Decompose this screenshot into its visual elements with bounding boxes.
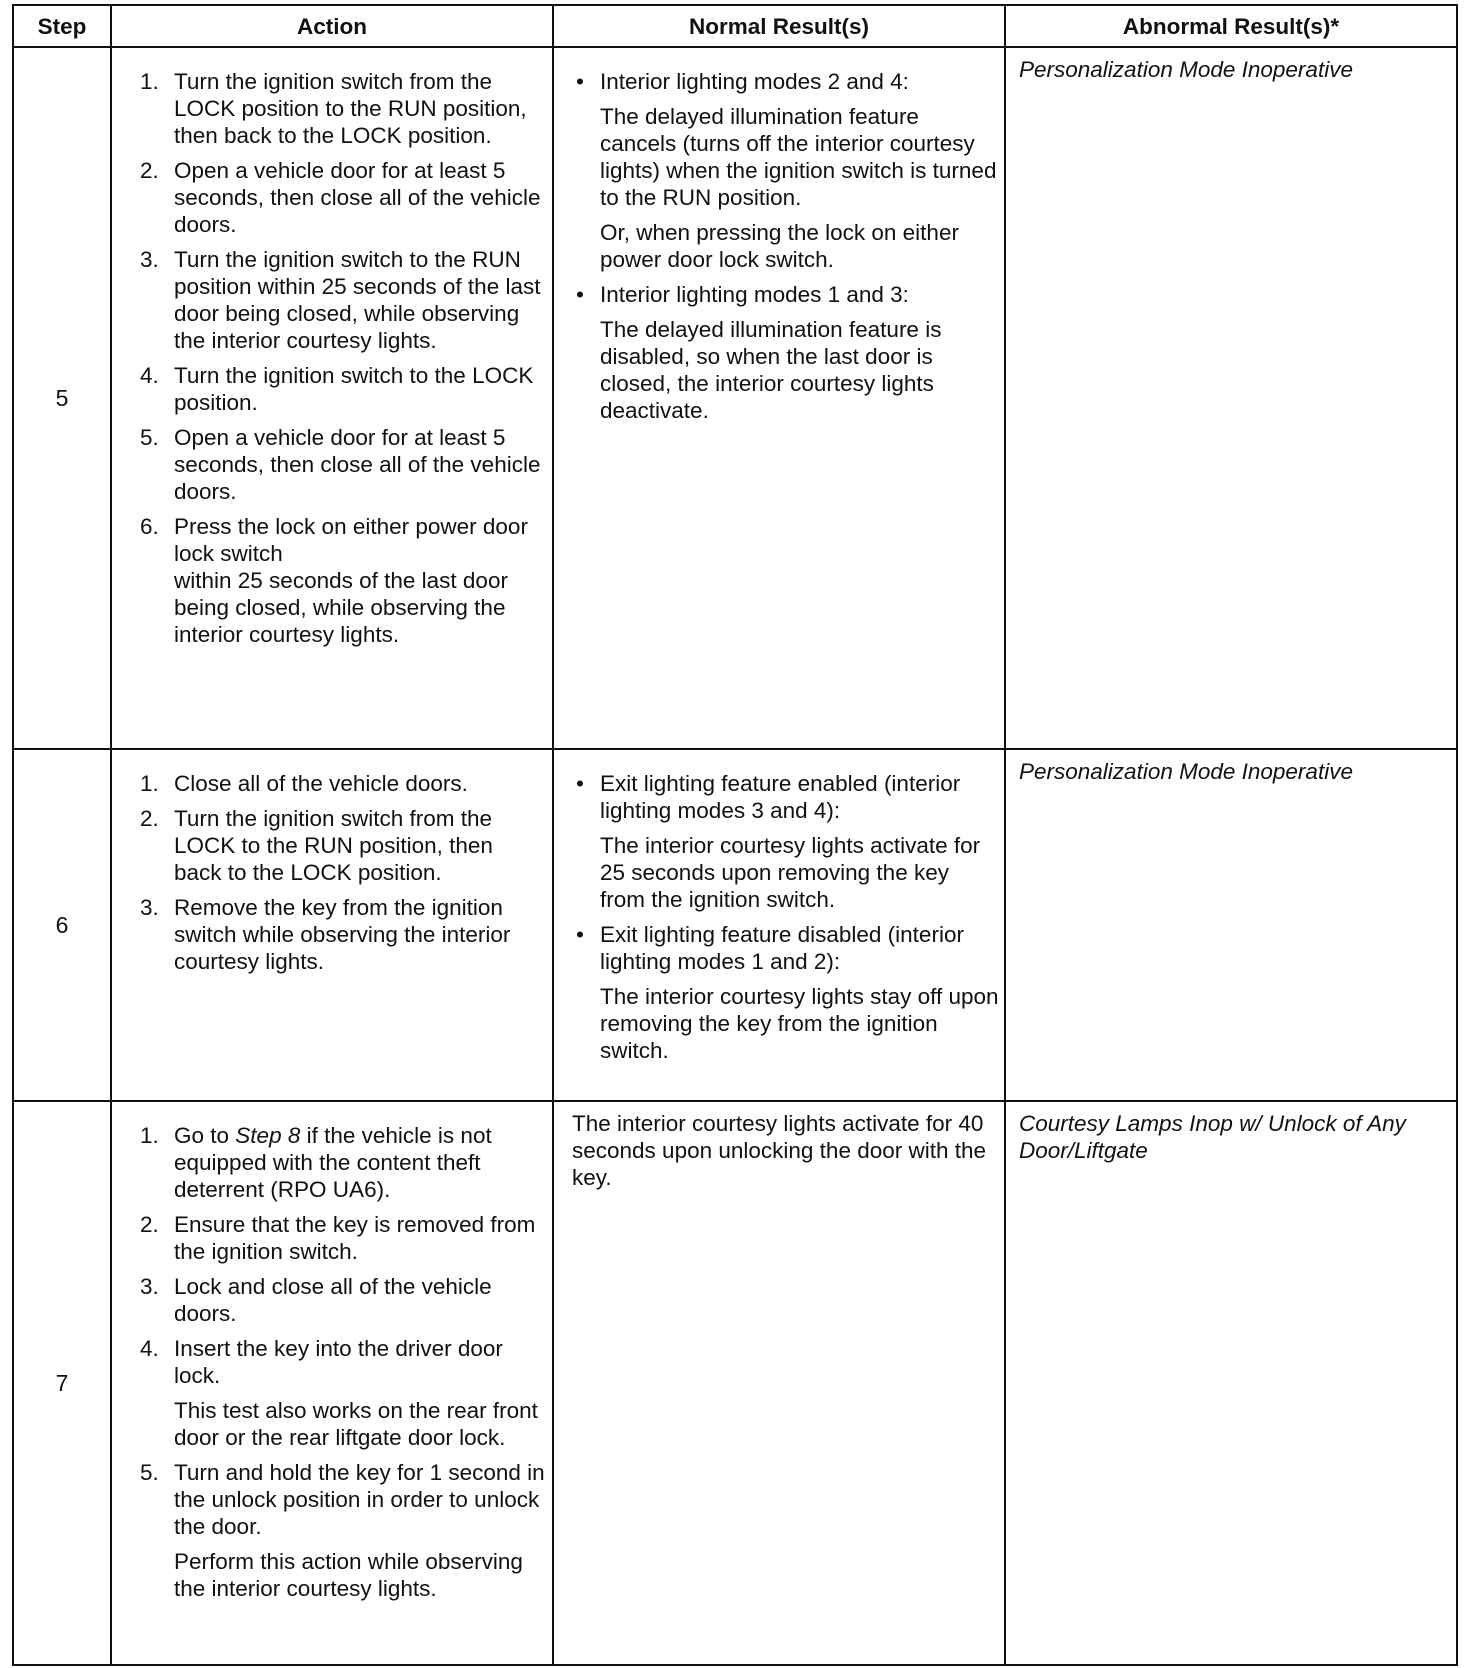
normal-result-cell bbox=[553, 749, 1005, 1101]
header-step: Step bbox=[13, 5, 111, 47]
normal-result-cell bbox=[553, 47, 1005, 749]
action-item: 3. Lock and close all of the vehicle doors. bbox=[140, 1274, 492, 1326]
header-row bbox=[13, 5, 1457, 47]
action-item: 1. Turn the ignition switch from the LOCK position to the RUN position, then back to the LOCK position. bbox=[140, 69, 527, 148]
normal-result-list bbox=[576, 68, 1000, 424]
normal-result-list bbox=[576, 770, 1000, 1064]
action-list bbox=[140, 68, 546, 648]
abnormal-result-cell: Personalization Mode Inoperative bbox=[1005, 749, 1457, 1101]
action-list bbox=[140, 1122, 546, 1602]
normal-result-item: • Interior lighting modes 2 and 4: The delayed illumination feature cancels (turns off the interior courtesy lights) when the ignition switch is turned to the RUN position. Or, when pressing the lock on either power door lock switch. bbox=[576, 69, 997, 272]
action-list bbox=[140, 770, 546, 975]
action-item: 4. Insert the key into the driver door lock. This test also works on the rear front door or the rear liftgate door lock. bbox=[140, 1335, 546, 1451]
normal-result-cell: The interior courtesy lights activate for 40 seconds upon unlocking the door with the key. bbox=[553, 1101, 1005, 1665]
step-number: 7 bbox=[13, 1101, 111, 1665]
action-item: 1. Go to Step 8 if the vehicle is not equipped with the content theft deterrent (RPO UA6). bbox=[140, 1123, 492, 1202]
header-action: Action bbox=[111, 5, 553, 47]
action-item: 2. Ensure that the key is removed from the ignition switch. bbox=[140, 1212, 536, 1264]
action-cell bbox=[111, 749, 553, 1101]
action-item: 2. Open a vehicle door for at least 5 seconds, then close all of the vehicle doors. bbox=[140, 158, 541, 237]
action-cell bbox=[111, 1101, 553, 1665]
table-row bbox=[13, 749, 1457, 1101]
action-note: This test also works on the rear front door or the rear liftgate door lock. bbox=[174, 1398, 538, 1450]
diagnostic-table bbox=[12, 4, 1458, 1666]
normal-result-item: • Exit lighting feature enabled (interior lighting modes 3 and 4): The interior courtesy lights activate for 25 seconds upon removing the key from the ignition switch. bbox=[576, 771, 981, 912]
action-item: 4. Turn the ignition switch to the LOCK position. bbox=[140, 363, 534, 415]
action-item: 1. Close all of the vehicle doors. bbox=[140, 771, 468, 796]
action-item: 5. Open a vehicle door for at least 5 seconds, then close all of the vehicle doors. bbox=[140, 425, 541, 504]
action-item: 3. Remove the key from the ignition switch while observing the interior courtesy lights. bbox=[140, 895, 511, 974]
step-link[interactable]: Step 8 bbox=[235, 1123, 301, 1148]
action-note: Perform this action while observing the interior courtesy lights. bbox=[174, 1549, 523, 1601]
table-row bbox=[13, 47, 1457, 749]
step-number: 5 bbox=[13, 47, 111, 749]
normal-result-item: • Interior lighting modes 1 and 3: The delayed illumination feature is disabled, so when the last door is closed, the interior courtesy lights deactivate. bbox=[576, 282, 942, 423]
action-item: 3. Turn the ignition switch to the RUN position within 25 seconds of the last door being closed, while observing the interior courtesy lights. bbox=[140, 247, 541, 353]
action-cell bbox=[111, 47, 553, 749]
header-abnormal-results: Abnormal Result(s)* bbox=[1005, 5, 1457, 47]
abnormal-result-cell: Personalization Mode Inoperative bbox=[1005, 47, 1457, 749]
table-row bbox=[13, 1101, 1457, 1665]
action-item: 6. Press the lock on either power door lock switch within 25 seconds of the last door being closed, while observing the interior courtesy lights. bbox=[140, 514, 528, 647]
action-item: 5. Turn and hold the key for 1 second in the unlock position in order to unlock the door. Perform this action while observing the interior courtesy lights. bbox=[140, 1460, 545, 1601]
header-normal-results: Normal Result(s) bbox=[553, 5, 1005, 47]
action-item: 2. Turn the ignition switch from the LOCK to the RUN position, then back to the LOCK position. bbox=[140, 806, 493, 885]
step-number: 6 bbox=[13, 749, 111, 1101]
normal-result-item: • Exit lighting feature disabled (interior lighting modes 1 and 2): The interior courtesy lights stay off upon removing the key from the ignition switch. bbox=[576, 922, 999, 1063]
abnormal-result-cell: Courtesy Lamps Inop w/ Unlock of Any Door/Liftgate bbox=[1005, 1101, 1457, 1665]
